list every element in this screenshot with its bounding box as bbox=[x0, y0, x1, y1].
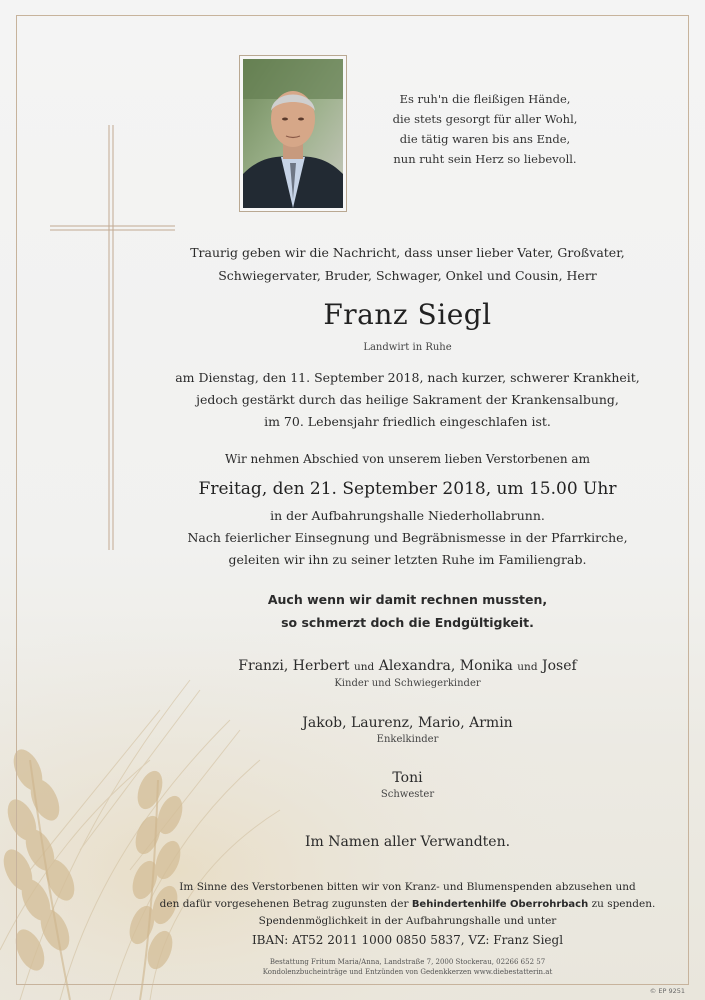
charity-name: Behindertenhilfe Oberrohrbach bbox=[411, 899, 589, 910]
verse-line: nun ruht sein Herz so liebevoll. bbox=[393, 152, 577, 166]
venue-line: geleiten wir ihn zu seiner letzten Ruhe im Familiengrab. bbox=[228, 552, 587, 567]
death-notice bbox=[145, 367, 670, 433]
intro-line: Schwiegervater, Bruder, Schwager, Onkel und Cousin, Herr bbox=[218, 268, 597, 283]
family-group-children bbox=[145, 656, 670, 691]
announcement-intro bbox=[145, 241, 670, 287]
family-name: Josef bbox=[542, 658, 577, 674]
venue-line: in der Aufbahrungshalle Niederhollabrunn. bbox=[270, 508, 545, 523]
conjunction: und bbox=[354, 661, 375, 673]
farewell-intro: Wir nehmen Abschied von unserem lieben Verstorbenen am bbox=[225, 452, 590, 466]
death-notice-line: im 70. Lebensjahr friedlich eingeschlafen ist. bbox=[264, 414, 551, 429]
venue-line: Nach feierlicher Einsegnung und Begräbnismesse in der Pfarrkirche, bbox=[187, 530, 628, 545]
family-role: Kinder und Schwiegerkinder bbox=[334, 678, 481, 689]
donation-line: Im Sinne des Verstorbenen bitten wir von Kranz- und Blumenspenden abzusehen und bbox=[179, 881, 636, 893]
donation-line bbox=[145, 896, 670, 913]
portrait-photo bbox=[239, 55, 347, 212]
donation-text: den dafür vorgesehenen Betrag zugunsten der bbox=[159, 898, 409, 910]
family-names: Toni bbox=[392, 770, 423, 786]
undertaker-line: Bestattung Fritum Maria/Anna, Landstraße 7, 2000 Stockerau, 02266 652 57 bbox=[269, 958, 546, 966]
quote-line: Auch wenn wir damit rechnen mussten, bbox=[267, 592, 548, 607]
undertaker-line: Kondolenzbucheinträge und Entzünden von Gedenkkerzen www.diebestatterin.at bbox=[262, 968, 553, 976]
funeral-venue bbox=[145, 505, 670, 571]
conjunction: und bbox=[517, 661, 538, 673]
family-name: Alexandra, Monika bbox=[378, 658, 513, 674]
memorial-verse bbox=[370, 89, 600, 169]
document-number: © EP 9251 bbox=[649, 987, 685, 995]
donation-text: zu spenden. bbox=[591, 898, 656, 910]
quote-line: so schmerzt doch die Endgültigkeit. bbox=[281, 615, 534, 630]
family-group-sister bbox=[145, 768, 670, 802]
undertaker-info bbox=[145, 957, 670, 977]
verse-line: die tätig waren bis ans Ende, bbox=[399, 132, 571, 146]
closing-line: Im Namen aller Verwandten. bbox=[304, 834, 511, 850]
family-role: Enkelkinder bbox=[376, 734, 439, 745]
deceased-occupation: Landwirt in Ruhe bbox=[363, 342, 452, 353]
funeral-date: Freitag, den 21. September 2018, um 15.00 Uhr bbox=[198, 479, 617, 499]
verse-line: die stets gesorgt für aller Wohl, bbox=[392, 112, 578, 126]
death-notice-line: jedoch gestärkt durch das heilige Sakrament der Krankensalbung, bbox=[196, 392, 619, 407]
deceased-name: Franz Siegl bbox=[323, 298, 492, 331]
family-name: Franzi, Herbert bbox=[238, 658, 350, 674]
memorial-quote bbox=[145, 588, 670, 634]
family-names bbox=[145, 656, 670, 677]
family-names: Jakob, Laurenz, Mario, Armin bbox=[302, 715, 513, 731]
iban-line: IBAN: AT52 2011 1000 0850 5837, VZ: Franz Siegl bbox=[251, 933, 564, 947]
verse-line: Es ruh'n die fleißigen Hände, bbox=[399, 92, 571, 106]
family-group-grandchildren bbox=[145, 713, 670, 747]
intro-line: Traurig geben wir die Nachricht, dass unser lieber Vater, Großvater, bbox=[190, 245, 625, 260]
donation-note bbox=[145, 879, 670, 950]
donation-line: Spendenmöglichkeit in der Aufbahrungshalle und unter bbox=[258, 915, 557, 927]
family-role: Schwester bbox=[380, 789, 435, 800]
death-notice-line: am Dienstag, den 11. September 2018, nach kurzer, schwerer Krankheit, bbox=[175, 370, 640, 385]
